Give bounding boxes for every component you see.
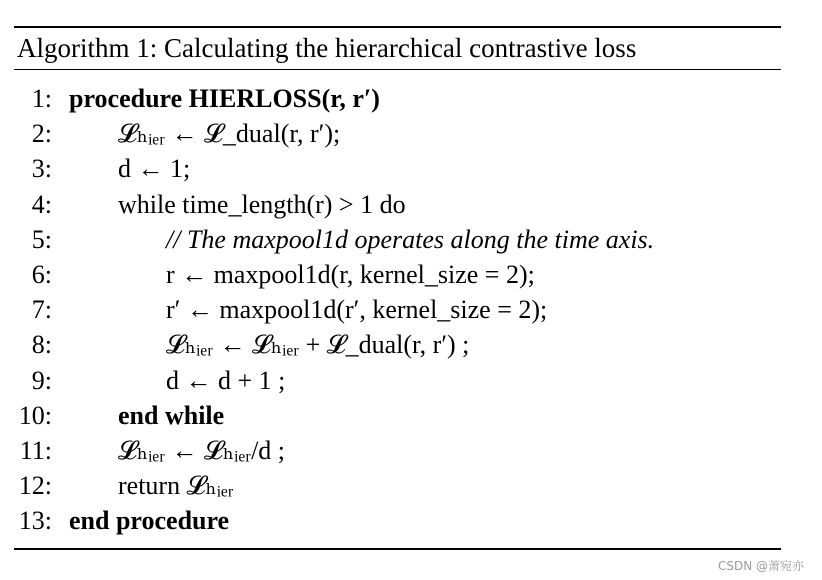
algorithm-line — [0, 222, 822, 257]
algorithm-line — [0, 468, 822, 503]
line-code: while time_length(r) > 1 do — [118, 189, 406, 219]
line-number: 7: — [31, 295, 52, 325]
line-number: 3: — [31, 154, 52, 184]
line-number: 6: — [31, 259, 52, 289]
algorithm-line — [0, 398, 822, 433]
line-number: 5: — [31, 224, 52, 254]
line-comment: // The maxpool1d operates along the time axis. — [166, 224, 655, 254]
line-number: 13: — [18, 506, 52, 536]
line-number: 10: — [18, 400, 52, 430]
algorithm-line — [0, 363, 822, 398]
algorithm-line — [0, 116, 822, 151]
line-number: 8: — [31, 330, 52, 360]
line-code: procedure HIERLOSS(r, r′) — [69, 84, 380, 113]
line-code: end while — [118, 400, 225, 430]
algorithm-line — [0, 187, 822, 222]
line-number: 1: — [31, 84, 52, 113]
algorithm-line — [0, 433, 822, 468]
line-code: 𝓛ₕᵢₑᵣ ← 𝓛ₕᵢₑᵣ/d ; — [118, 435, 286, 465]
title-rule — [14, 69, 781, 70]
algorithm-line — [0, 292, 822, 327]
algorithm-line — [0, 81, 822, 116]
algorithm-line — [0, 257, 822, 292]
line-code: end procedure — [69, 506, 230, 536]
line-code: d ← d + 1 ; — [166, 365, 286, 395]
algorithm-line — [0, 327, 822, 362]
algorithm-body — [0, 81, 822, 538]
algorithm-line — [0, 503, 822, 538]
line-code: r′ ← maxpool1d(r′, kernel_size = 2); — [166, 295, 548, 325]
algorithm-line — [0, 151, 822, 186]
line-code: d ← 1; — [118, 154, 191, 184]
algorithm-title: Algorithm 1: Calculating the hierarchical contrastive loss — [17, 33, 637, 63]
line-code: return 𝓛ₕᵢₑᵣ — [118, 471, 234, 501]
line-number: 4: — [31, 189, 52, 219]
bottom-rule — [14, 548, 781, 550]
line-number: 12: — [18, 471, 52, 501]
top-rule — [14, 26, 781, 28]
line-number: 11: — [19, 435, 52, 465]
line-code: r ← maxpool1d(r, kernel_size = 2); — [166, 259, 535, 289]
line-number: 9: — [31, 365, 52, 395]
watermark: CSDN @萧宛亦 — [717, 559, 804, 573]
line-code: 𝓛ₕᵢₑᵣ ← 𝓛ₕᵢₑᵣ + 𝓛_dual(r, r′) ; — [166, 330, 470, 360]
line-code: 𝓛ₕᵢₑᵣ ← 𝓛_dual(r, r′); — [118, 119, 341, 149]
line-number: 2: — [31, 119, 52, 149]
